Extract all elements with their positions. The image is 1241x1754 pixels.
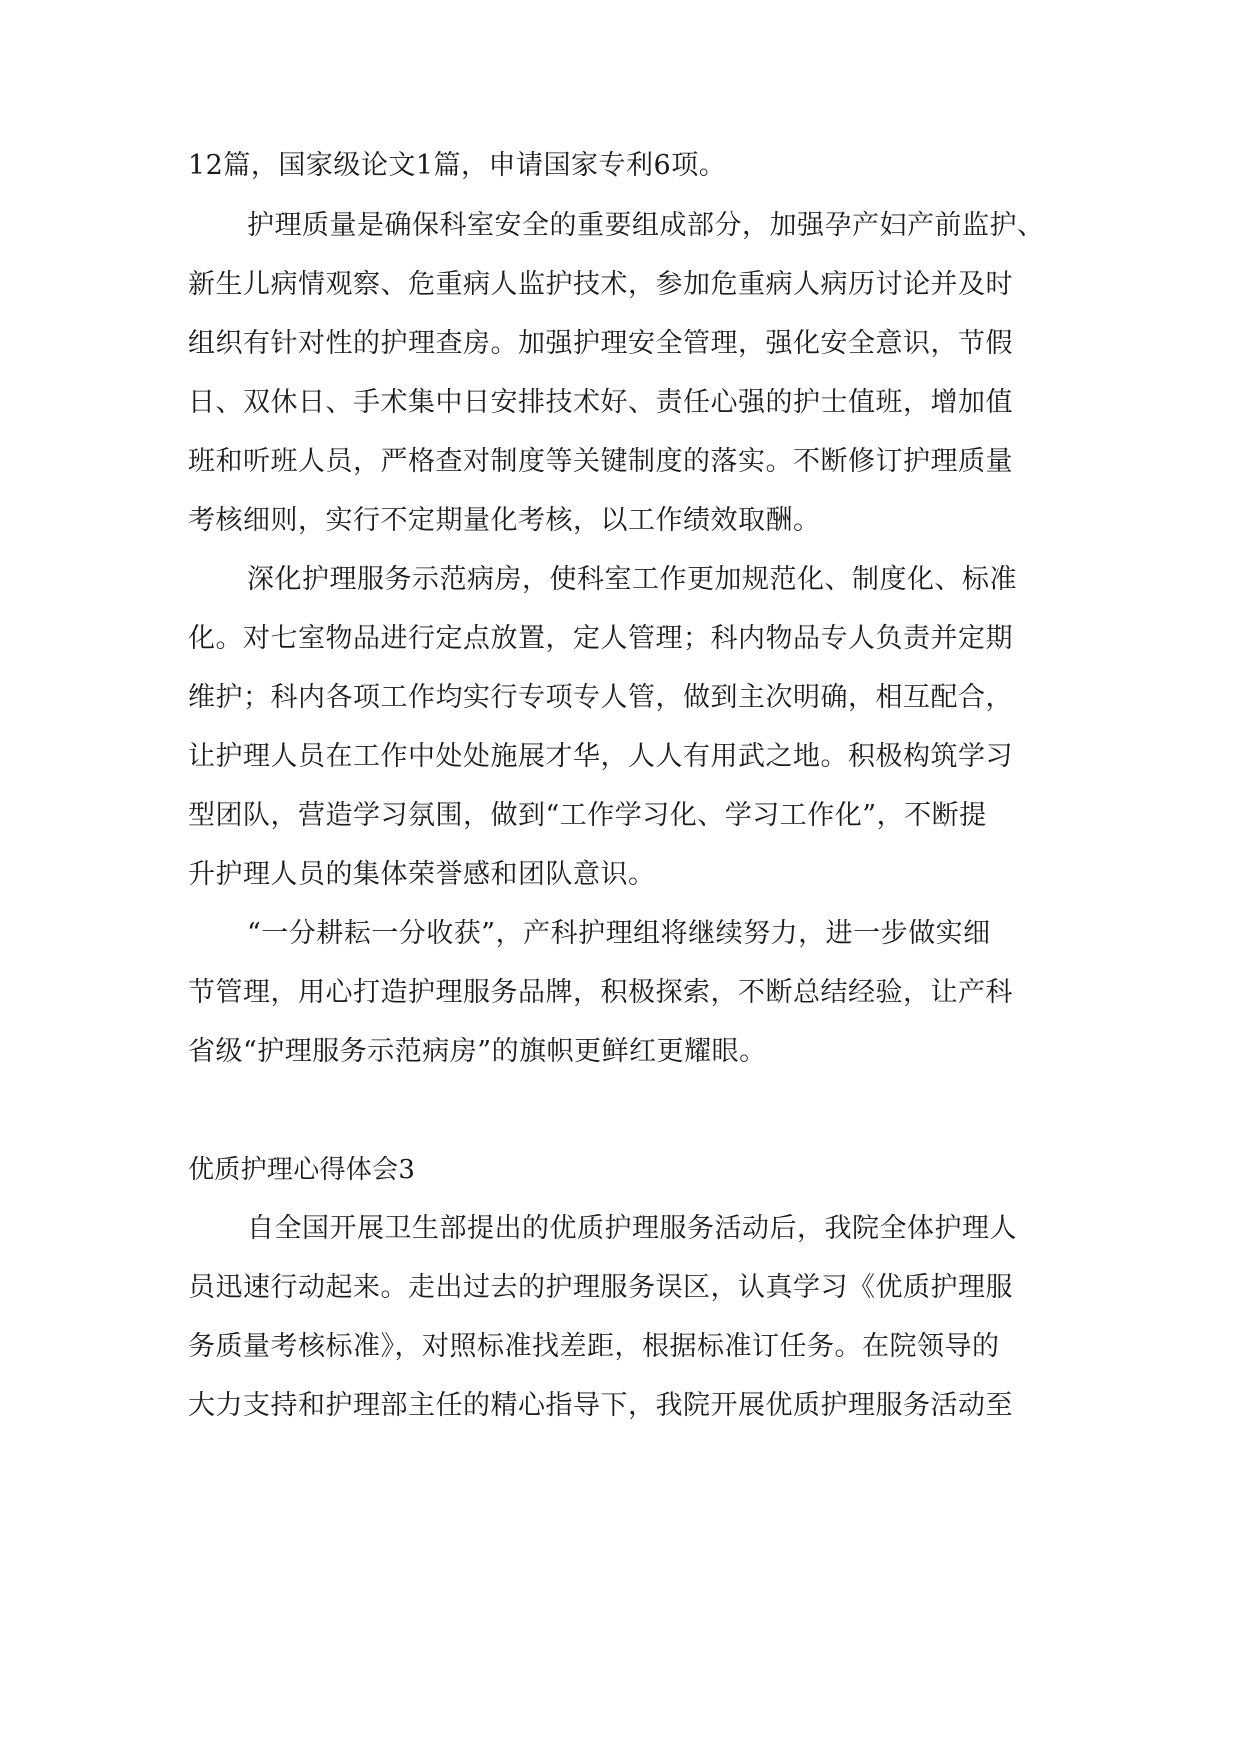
paragraph-line: 型团队，营造学习氛围，做到“工作学习化、学习工作化”，不断提: [188, 800, 987, 831]
paragraph-line: 省级“护理服务示范病房”的旗帜更鲜红更耀眼。: [188, 1036, 767, 1067]
paragraph-line: 班和听班人员，严格查对制度等关键制度的落实。不断修订护理质量: [188, 446, 1013, 477]
paragraph-line: 新生儿病情观察、危重病人监护技术，参加危重病人病历讨论并及时: [188, 269, 1013, 300]
paragraph-line: 员迅速行动起来。走出过去的护理服务误区，认真学习《优质护理服: [188, 1272, 1013, 1303]
paragraph-line: 大力支持和护理部主任的精心指导下，我院开展优质护理服务活动至: [188, 1390, 1013, 1421]
paragraph-line: 化。对七室物品进行定点放置，定人管理；科内物品专人负责并定期: [188, 623, 1013, 654]
paragraph-line: 考核细则，实行不定期量化考核，以工作绩效取酬。: [188, 505, 821, 536]
paragraph-line: 自全国开展卫生部提出的优质护理服务活动后，我院全体护理人: [247, 1213, 1017, 1244]
paragraph-line: 让护理人员在工作中处处施展才华，人人有用武之地。积极构筑学习: [188, 741, 1013, 772]
paragraph-line: 日、双休日、手术集中日安排技术好、责任心强的护士值班，增加值: [188, 387, 1013, 418]
paragraph-line: 节管理，用心打造护理服务品牌，积极探索，不断总结经验，让产科: [188, 977, 1013, 1008]
paragraph-line: 维护；科内各项工作均实行专项专人管，做到主次明确，相互配合，: [188, 682, 1013, 713]
paragraph-line: 12篇，国家级论文1篇，申请国家专利6项。: [188, 150, 727, 181]
paragraph-line: 务质量考核标准》，对照标准找差距，根据标准订任务。在院领导的: [188, 1331, 1000, 1362]
paragraph-line: 深化护理服务示范病房，使科室工作更加规范化、制度化、标准: [247, 564, 1017, 595]
paragraph-line: 组织有针对性的护理查房。加强护理安全管理，强化安全意识，节假: [188, 328, 1013, 359]
section-heading: 优质护理心得体会3: [188, 1155, 416, 1185]
paragraph-line: 升护理人员的集体荣誉感和团队意识。: [188, 859, 656, 890]
paragraph-line: “一分耕耘一分收获”，产科护理组将继续努力，进一步做实细: [247, 918, 991, 949]
paragraph-line: 护理质量是确保科室安全的重要组成部分，加强孕产妇产前监护、: [247, 210, 1045, 241]
